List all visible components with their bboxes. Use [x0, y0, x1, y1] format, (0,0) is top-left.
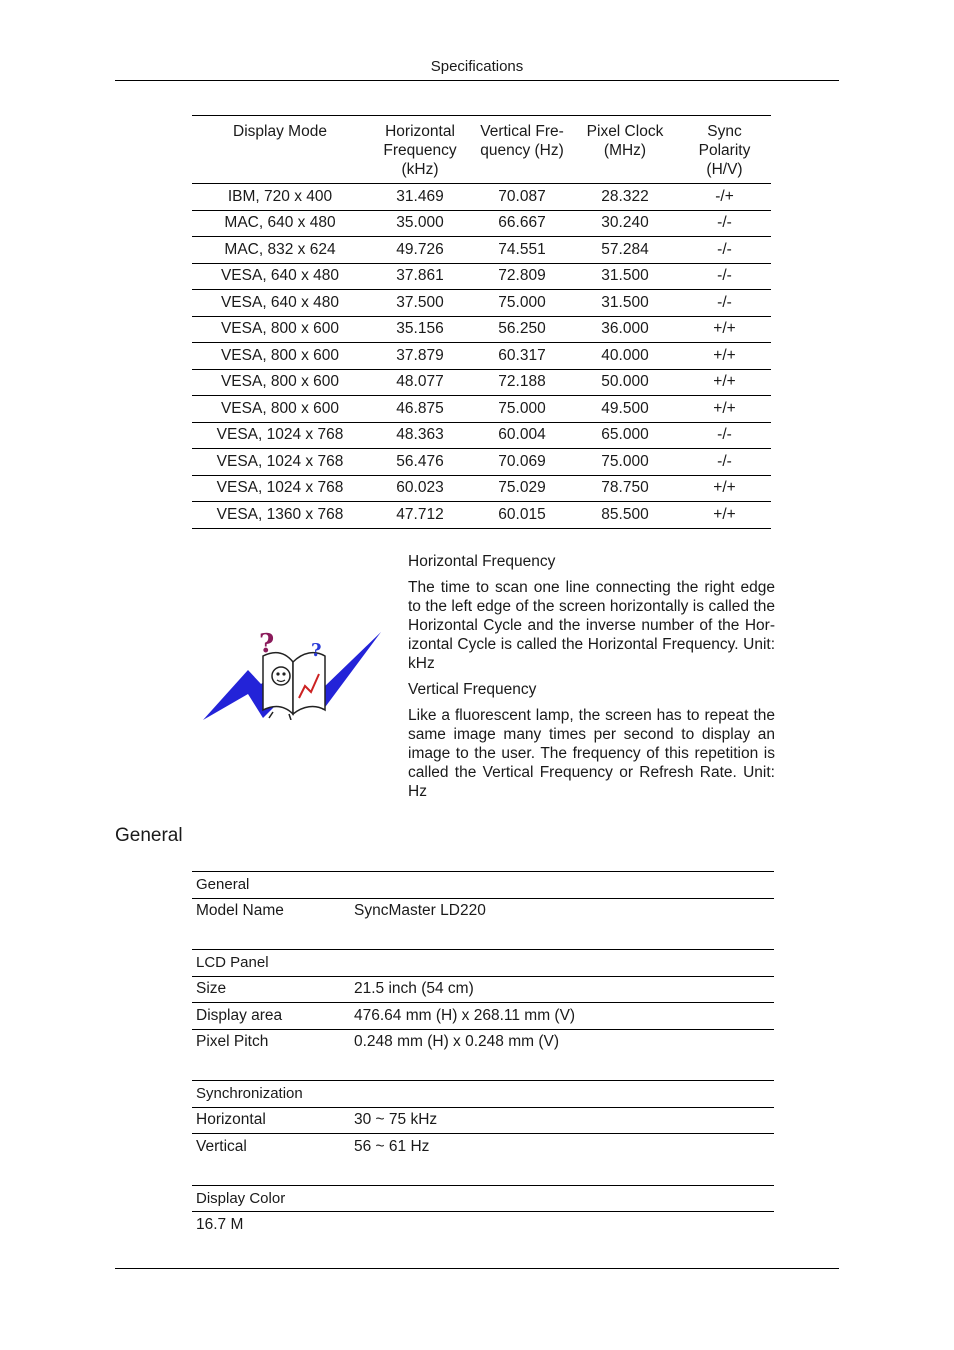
cell-pixel-clock: 50.000 [572, 369, 678, 396]
cell-sync: +/+ [678, 369, 771, 396]
spacer [192, 924, 774, 950]
cell-pixel-clock: 75.000 [572, 449, 678, 476]
cell-pixel-clock: 49.500 [572, 396, 678, 423]
table-row: Size 21.5 inch (54 cm) [192, 976, 774, 1003]
frequency-note [408, 552, 775, 808]
table-row [192, 210, 771, 237]
page-header-title: Specifications [430, 58, 524, 75]
cell-vfreq: 66.667 [472, 210, 572, 237]
table-row: 16.7 M [196, 1215, 244, 1233]
cell-pixel-clock: 28.322 [572, 184, 678, 211]
col-pixel-clock: Pixel Clock (MHz) [572, 116, 678, 184]
cell-vfreq: 75.000 [472, 290, 572, 317]
cell-hfreq: 56.476 [368, 449, 472, 476]
cell-vfreq: 72.188 [472, 369, 572, 396]
cell-hfreq: 48.077 [368, 369, 472, 396]
spacer [192, 1160, 774, 1186]
table-row [192, 449, 771, 476]
cell-pixel-clock: 30.240 [572, 210, 678, 237]
table-row: Vertical 56 ~ 61 Hz [196, 1137, 430, 1155]
cell-sync: +/+ [678, 396, 771, 423]
table-row: Horizontal 30 ~ 75 kHz [192, 1107, 774, 1134]
cell-sync: +/+ [678, 316, 771, 343]
table-row [192, 475, 771, 502]
cell-hfreq: 35.000 [368, 210, 472, 237]
cell-hfreq: 37.500 [368, 290, 472, 317]
table-row [192, 369, 771, 396]
group-header-synchronization: Synchronization [192, 1081, 774, 1108]
cell-mode: VESA, 1024 x 768 [192, 422, 368, 449]
cell-mode: IBM, 720 x 400 [192, 184, 368, 211]
timing-table-body [192, 184, 771, 529]
cell-vfreq: 74.551 [472, 237, 572, 264]
cell-mode: VESA, 800 x 600 [192, 369, 368, 396]
cell-mode: VESA, 1024 x 768 [192, 475, 368, 502]
cell-pixel-clock: 65.000 [572, 422, 678, 449]
table-row: Pixel Pitch 0.248 mm (H) x 0.248 mm (V) [196, 1033, 559, 1051]
table-row [192, 263, 771, 290]
cell-hfreq: 35.156 [368, 316, 472, 343]
hf-text: The time to scan one line connecting the right edge to the left edge of the screen horizontally is called the Horizontal Cycle and the inverse number of the Hor-izontal Cycle is called the Horizontal Frequency. Unit: kHz [408, 579, 775, 672]
cell-mode: VESA, 640 x 480 [192, 290, 368, 317]
cell-hfreq: 60.023 [368, 475, 472, 502]
cell-vfreq: 60.317 [472, 343, 572, 370]
table-row [192, 422, 771, 449]
header-rule [115, 80, 839, 81]
cell-hfreq: 37.861 [368, 263, 472, 290]
spacer [192, 1055, 774, 1081]
col-horizontal-frequency: Horizontal Frequency (kHz) [368, 116, 472, 184]
group-header-general: General [192, 872, 774, 899]
spec-table [192, 871, 774, 1238]
footer-rule [115, 1268, 839, 1269]
cell-mode: VESA, 800 x 600 [192, 343, 368, 370]
cell-hfreq: 37.879 [368, 343, 472, 370]
table-row [192, 290, 771, 317]
table-row: Model Name SyncMaster LD220 [196, 902, 486, 920]
cell-pixel-clock: 36.000 [572, 316, 678, 343]
cell-mode: VESA, 800 x 600 [192, 396, 368, 423]
cell-vfreq: 60.004 [472, 422, 572, 449]
table-row [192, 316, 771, 343]
svg-text:?: ? [259, 629, 275, 659]
cell-vfreq: 56.250 [472, 316, 572, 343]
cell-pixel-clock: 40.000 [572, 343, 678, 370]
group-header-lcd-panel: LCD Panel [192, 950, 774, 977]
cell-vfreq: 70.069 [472, 449, 572, 476]
cell-hfreq: 49.726 [368, 237, 472, 264]
group-header-display-color: Display Color [192, 1185, 774, 1212]
cell-sync: -/- [678, 263, 771, 290]
cell-mode: VESA, 1024 x 768 [192, 449, 368, 476]
cell-mode: VESA, 640 x 480 [192, 263, 368, 290]
table-row [192, 502, 771, 529]
vf-title: Vertical Frequency [408, 681, 537, 698]
cell-sync: -/- [678, 237, 771, 264]
col-sync-polarity: Sync Polarity (H/V) [678, 116, 771, 184]
cell-vfreq: 75.029 [472, 475, 572, 502]
section-title: General [115, 825, 183, 846]
note-book-question-icon [203, 628, 381, 720]
cell-pixel-clock: 31.500 [572, 290, 678, 317]
hf-title: Horizontal Frequency [408, 553, 556, 570]
cell-vfreq: 60.015 [472, 502, 572, 529]
vf-text: Like a fluorescent lamp, the screen has to repeat the same image many times per second to display an image to the user. The frequency of this repetition is called the Vertical Frequency or Refresh Rate. Unit: Hz [408, 707, 775, 800]
cell-pixel-clock: 78.750 [572, 475, 678, 502]
cell-sync: +/+ [678, 475, 771, 502]
svg-text:?: ? [311, 640, 322, 661]
cell-mode: MAC, 832 x 624 [192, 237, 368, 264]
cell-vfreq: 70.087 [472, 184, 572, 211]
col-vertical-frequency: Vertical Fre- quency (Hz) [472, 116, 572, 184]
table-row [192, 396, 771, 423]
cell-mode: MAC, 640 x 480 [192, 210, 368, 237]
cell-sync: +/+ [678, 502, 771, 529]
cell-mode: VESA, 1360 x 768 [192, 502, 368, 529]
cell-pixel-clock: 31.500 [572, 263, 678, 290]
cell-pixel-clock: 85.500 [572, 502, 678, 529]
timing-header-row [192, 116, 771, 184]
cell-sync: -/+ [678, 184, 771, 211]
table-row: Display area 476.64 mm (H) x 268.11 mm (V) [192, 1003, 774, 1030]
col-display-mode: Display Mode [192, 116, 368, 184]
cell-vfreq: 75.000 [472, 396, 572, 423]
table-row [192, 343, 771, 370]
cell-sync: +/+ [678, 343, 771, 370]
cell-sync: -/- [678, 210, 771, 237]
cell-pixel-clock: 57.284 [572, 237, 678, 264]
table-row [192, 184, 771, 211]
table-row [192, 237, 771, 264]
cell-hfreq: 46.875 [368, 396, 472, 423]
cell-sync: -/- [678, 449, 771, 476]
cell-vfreq: 72.809 [472, 263, 572, 290]
timing-table [192, 115, 771, 529]
cell-sync: -/- [678, 290, 771, 317]
cell-mode: VESA, 800 x 600 [192, 316, 368, 343]
cell-hfreq: 48.363 [368, 422, 472, 449]
cell-sync: -/- [678, 422, 771, 449]
cell-hfreq: 31.469 [368, 184, 472, 211]
cell-hfreq: 47.712 [368, 502, 472, 529]
